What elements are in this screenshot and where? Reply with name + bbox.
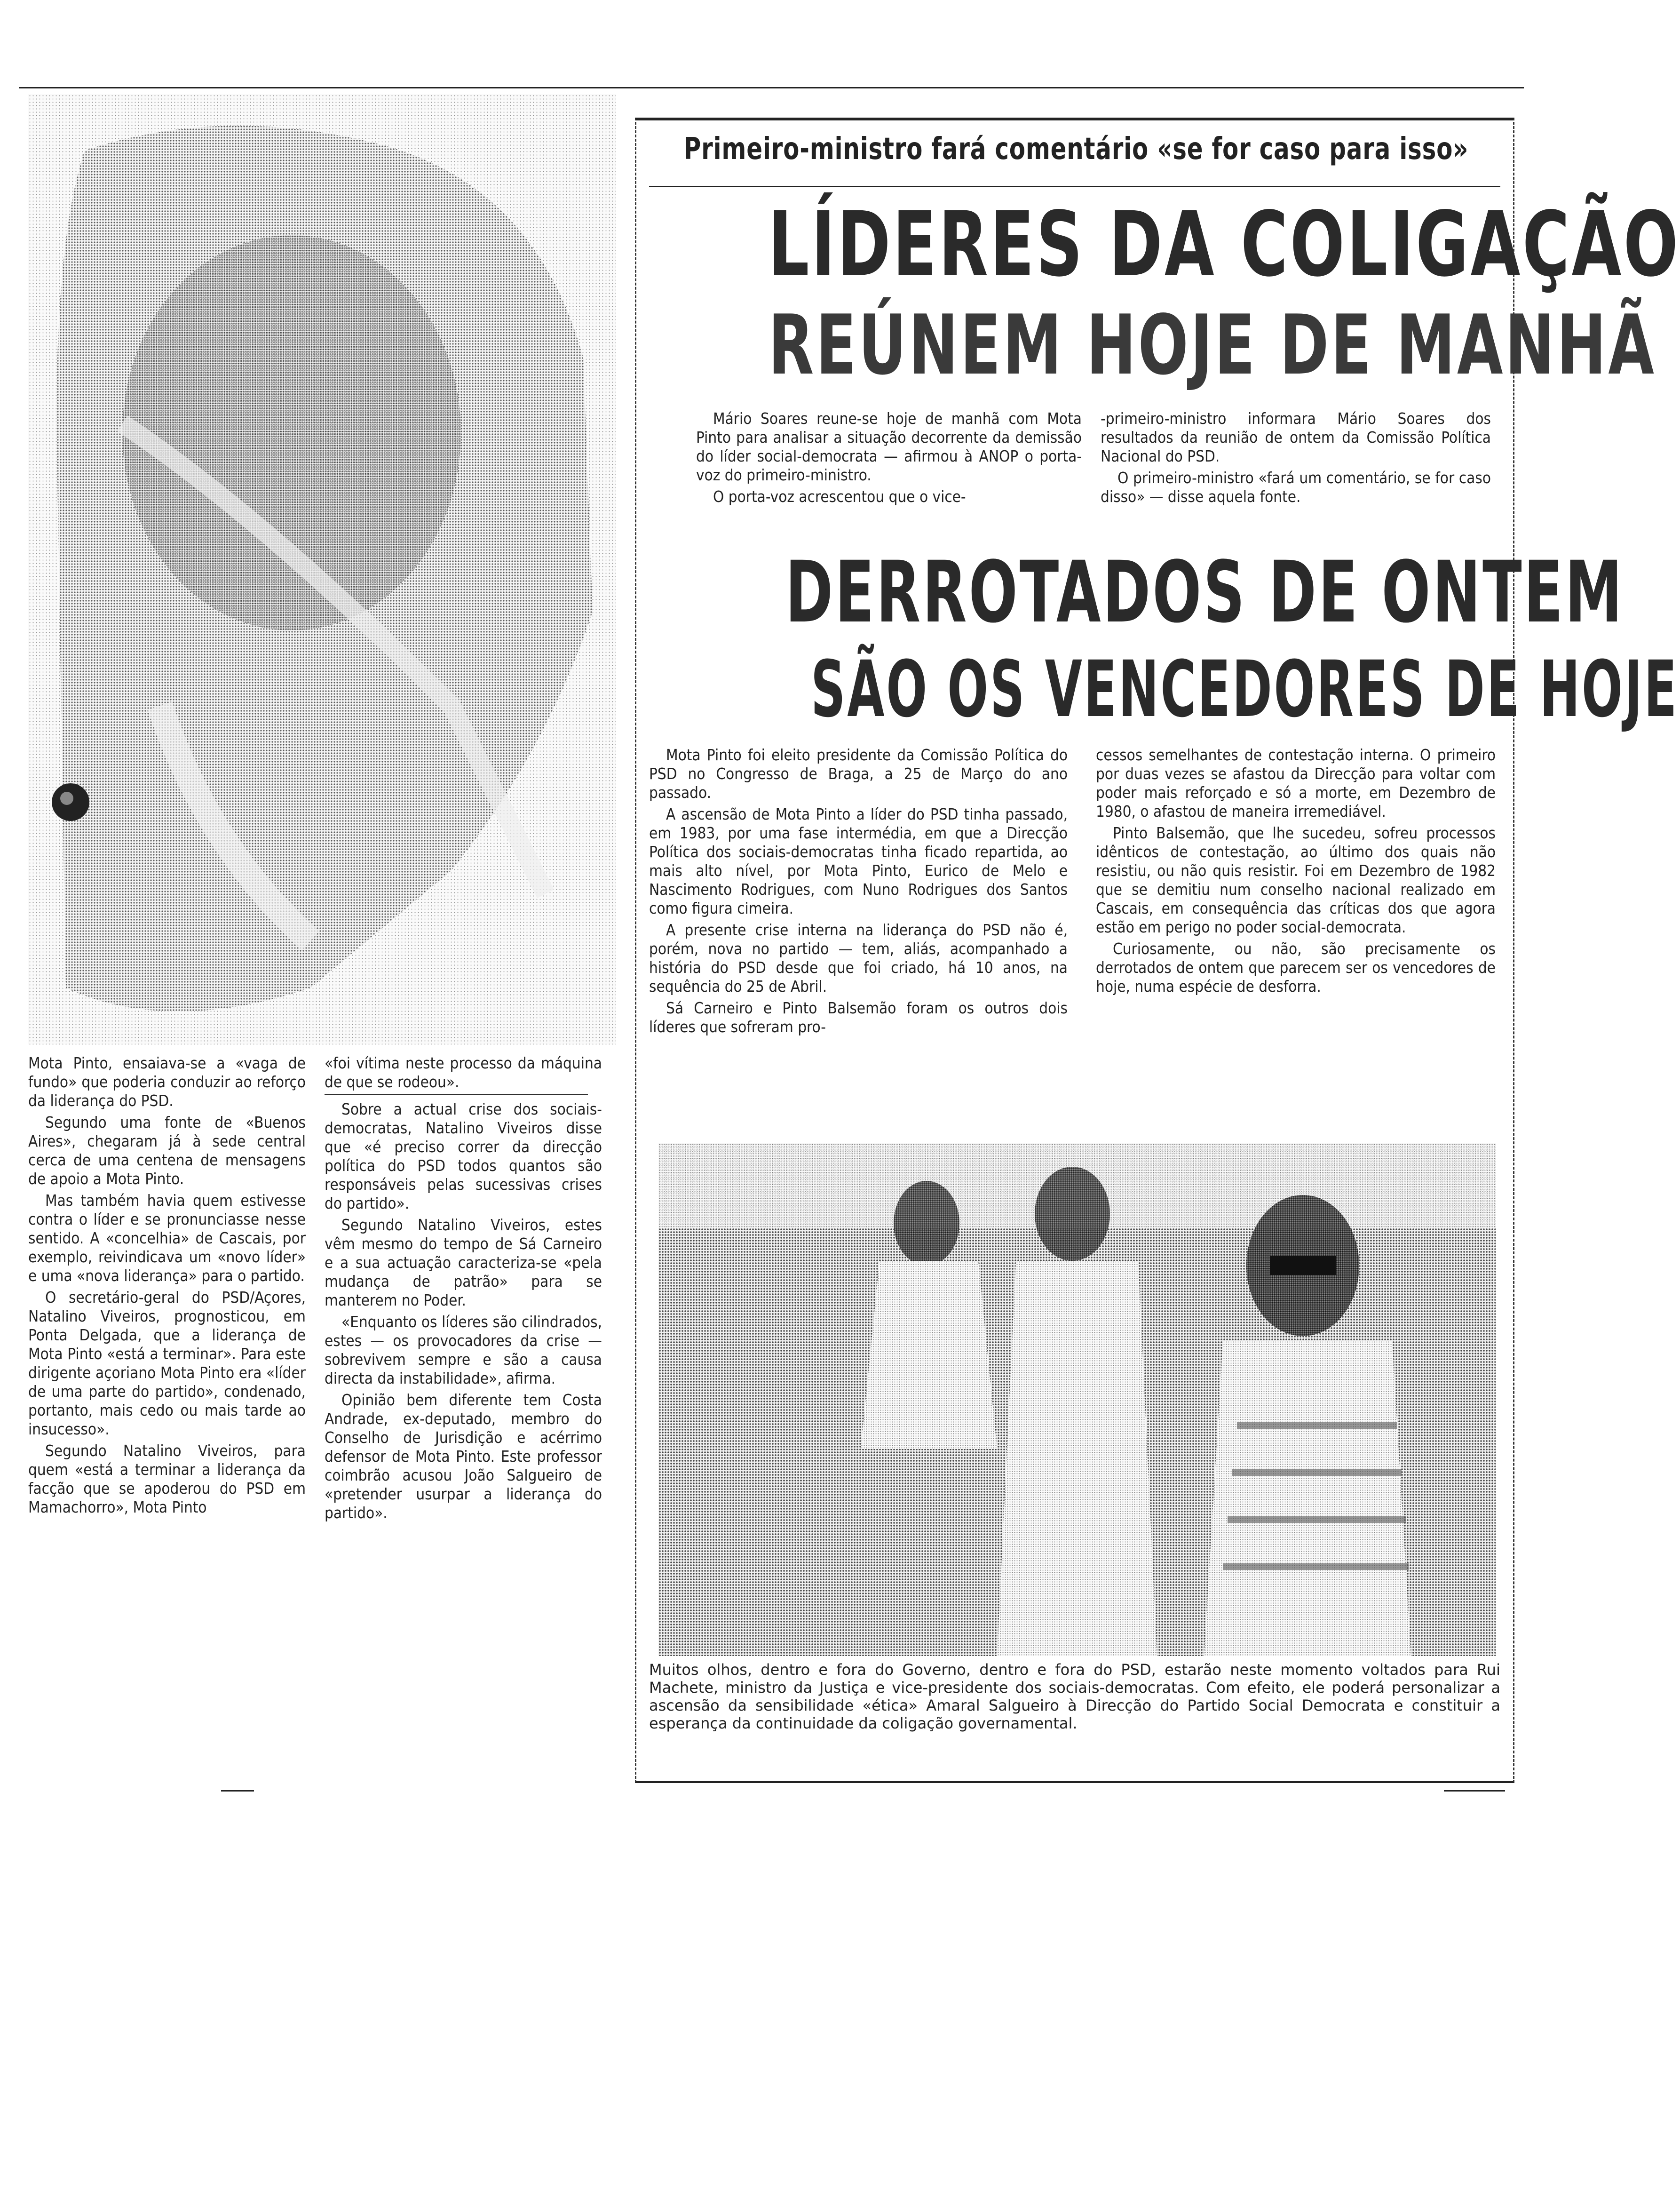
article-photo-halftone [658, 1143, 1496, 1656]
left-column-2-para-3: Segundo Natalino Viveiros, estes vêm mesmo do tempo de Sá Carneiro e a sua actuação caracteriza-se «pela mudança de patrão» para se manterem no Poder. [325, 1216, 602, 1309]
left-column-2-para-2: Sobre a actual crise dos sociais-democratas, Natalino Viveiros disse que «é preciso correr da direcção política do PSD todos quantos são responsáveis pelas sucessivas crises do partido». [325, 1100, 602, 1212]
left-column-2-para-4: «Enquanto os líderes são cilindrados, estes — os provocadores da crise — sobrevivem sempre e são a causa directa da instabilidade», afirma. [325, 1313, 602, 1387]
left-column-2-para-1: «foi vítima neste processo da máquina de que se rodeou». [325, 1054, 602, 1091]
article-photo-caption: Muitos olhos, dentro e fora do Governo, dentro e fora do PSD, estarão neste momento voltados para Rui Machete, ministro da Justiça e vice-presidente dos sociais-democratas. Com efeito, ele poderá personalizar a ascensão da sensibilidade «ética» Amaral Salgueiro à Direcção do Partido Social Democrata e constituir a esperança da continuidade da coligação governamental. [649, 1661, 1500, 1732]
article-kicker: Primeiro-ministro fará comentário «se for caso para isso» [683, 132, 1469, 167]
left-column-1-end-rule [221, 1790, 254, 1792]
body-right-para-3: Curiosamente, ou não, são precisamente os derrotados de ontem que parecem ser os vencedores de hoje, numa espécie de desforra. [1096, 940, 1496, 995]
lead-left [696, 409, 1082, 509]
left-column-1-para-5: Segundo Natalino Viveiros, para quem «está a terminar a liderança da facção que se apoderou do PSD em Mamachorro», Mota Pinto [28, 1441, 306, 1516]
article-photo [658, 1143, 1496, 1656]
headline-2-line-1: DERROTADOS DE ONTEM [785, 543, 1625, 642]
lead-right-para-1: -primeiro-ministro informara Mário Soares dos resultados da reunião de ontem da Comissão Política Nacional do PSD. [1101, 409, 1491, 465]
kicker-rule [649, 186, 1500, 187]
headline-1-line-2: REÚNEM HOJE DE MANHÃ [768, 298, 1656, 393]
left-column-1-para-1: Mota Pinto, ensaiava-se a «vaga de fundo» que poderia conduzir ao reforço da liderança do PSD. [28, 1054, 306, 1110]
body-mid-para-4: Sá Carneiro e Pinto Balsemão foram os outros dois líderes que sofreram pro- [649, 999, 1068, 1036]
left-column-2-divider [325, 1094, 588, 1095]
body-mid [649, 746, 1068, 1039]
body-mid-para-2: A ascensão de Mota Pinto a líder do PSD tinha passado, em 1983, por uma fase intermédia, em que a Direcção Política dos sociais-democratas tinha ficado repartida, ao mais alto nível, por Mota Pinto, Eurico de Melo e Nascimento Rodrigues, com Nuno Rodrigues dos Santos como figura cimeira. [649, 805, 1068, 917]
body-right-para-2: Pinto Balsemão, que lhe sucedeu, sofreu processos idênticos de contestação, ao último dos quais não resistiu, ou não quis resistir. Foi em Dezembro de 1982 que se demitiu num conselho nacional realizado em Cascais, em consequência das críticas dos que agora estão em perigo no poder social-democrata. [1096, 824, 1496, 936]
left-column-1-para-4: O secretário-geral do PSD/Açores, Natalino Viveiros, prognosticou, em Ponta Delgada, que a liderança de Mota Pinto «está a terminar». Para este dirigente açoriano Mota Pinto era «líder de uma parte do partido», condenado, portanto, mais cedo ou mais tarde ao insucesso». [28, 1288, 306, 1438]
lead-left-para-1: Mário Soares reune-se hoje de manhã com Mota Pinto para analisar a situação decorrente da demissão do líder social-democrata — afirmou à ANOP o porta-voz do primeiro-ministro. [696, 409, 1082, 484]
left-photo-halftone [28, 94, 616, 1044]
body-right [1096, 746, 1496, 999]
left-photo [28, 94, 616, 1044]
headline-1-line-1: LÍDERES DA COLIGAÇÃO [768, 192, 1680, 296]
body-mid-para-3: A presente crise interna na liderança do PSD não é, porém, nova no partido — tem, aliás, acompanhado a história do PSD desde que foi criado, há 10 anos, na sequência do 25 de Abril. [649, 921, 1068, 995]
left-column-1-para-3: Mas também havia quem estivesse contra o líder e se pronunciasse nesse sentido. A «concelhia» de Cascais, por exemplo, reivindicava um «novo líder» e uma «nova liderança» para o partido. [28, 1191, 306, 1285]
body-right-para-1: cessos semelhantes de contestação interna. O primeiro por duas vezes se afastou da Direcção para voltar com poder mais reforçado e só a morte, em Dezembro de 1980, o afastou de maneira irremediável. [1096, 746, 1496, 820]
lead-right [1101, 409, 1491, 509]
left-column-1 [28, 1054, 306, 1520]
lead-right-para-2: O primeiro-ministro «fará um comentário, se for caso disso» — disse aquela fonte. [1101, 469, 1491, 506]
headline-2-line-2: SÃO OS VENCEDORES DE HOJE [810, 644, 1679, 734]
left-column-1-para-2: Segundo uma fonte de «Buenos Aires», chegaram já à sede central cerca de uma centena de mensagens de apoio a Mota Pinto. [28, 1113, 306, 1188]
body-mid-para-1: Mota Pinto foi eleito presidente da Comissão Política do PSD no Congresso de Braga, a 25 de Março do ano passado. [649, 746, 1068, 802]
lead-left-para-2: O porta-voz acrescentou que o vice- [713, 487, 966, 506]
left-column-2 [325, 1054, 602, 1525]
left-column-2-para-5: Opinião bem diferente tem Costa Andrade, ex-deputado, membro do Conselho de Jurisdição e acérrimo defensor de Mota Pinto. Este professor coimbrão acusou João Salgueiro de «pretender usurpar a liderança do partido». [325, 1391, 602, 1522]
bottom-right-rule [1444, 1790, 1505, 1792]
top-rule [19, 87, 1524, 88]
